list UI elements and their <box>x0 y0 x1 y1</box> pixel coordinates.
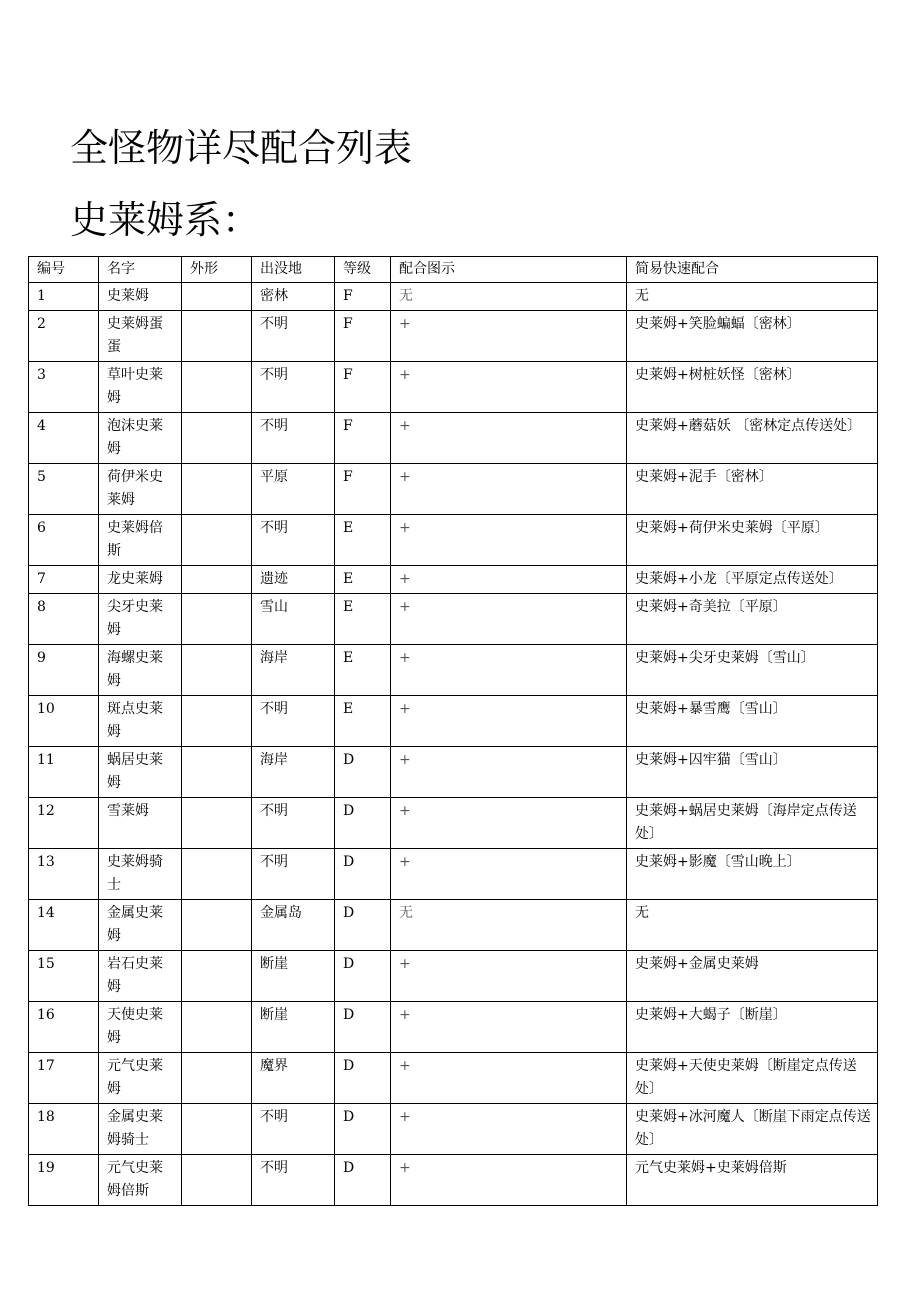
cell-location: 不明 <box>252 515 335 566</box>
cell-shape <box>182 1002 252 1053</box>
cell-location: 雪山 <box>252 594 335 645</box>
column-header-quick-combo: 简易快速配合 <box>627 257 878 283</box>
cell-number: 9 <box>29 645 99 696</box>
cell-shape <box>182 1155 252 1206</box>
cell-location: 不明 <box>252 362 335 413</box>
cell-location: 不明 <box>252 413 335 464</box>
cell-quick-combo: 史莱姆+尖牙史莱姆〔雪山〕 <box>627 645 878 696</box>
cell-diagram: + <box>391 798 627 849</box>
cell-shape <box>182 798 252 849</box>
cell-number: 16 <box>29 1002 99 1053</box>
cell-diagram: 无 <box>391 900 627 951</box>
cell-diagram: + <box>391 1053 627 1104</box>
cell-quick-combo: 史莱姆+奇美拉〔平原〕 <box>627 594 878 645</box>
cell-quick-combo: 史莱姆+冰河魔人〔断崖下雨定点传送处〕 <box>627 1104 878 1155</box>
cell-shape <box>182 1053 252 1104</box>
cell-number: 18 <box>29 1104 99 1155</box>
cell-number: 8 <box>29 594 99 645</box>
cell-diagram: + <box>391 747 627 798</box>
cell-diagram: + <box>391 645 627 696</box>
cell-diagram: 无 <box>391 283 627 311</box>
cell-quick-combo: 史莱姆+蜗居史莱姆〔海岸定点传送处〕 <box>627 798 878 849</box>
cell-shape <box>182 362 252 413</box>
table-row <box>29 515 878 566</box>
cell-quick-combo: 史莱姆+树桩妖怪〔密林〕 <box>627 362 878 413</box>
cell-rank: E <box>335 594 391 645</box>
cell-location: 平原 <box>252 464 335 515</box>
table-row <box>29 464 878 515</box>
cell-name: 史莱姆蛋蛋 <box>99 311 182 362</box>
table-row <box>29 311 878 362</box>
cell-rank: D <box>335 900 391 951</box>
cell-number: 14 <box>29 900 99 951</box>
cell-rank: F <box>335 362 391 413</box>
cell-number: 13 <box>29 849 99 900</box>
cell-number: 11 <box>29 747 99 798</box>
cell-name: 金属史莱姆骑士 <box>99 1104 182 1155</box>
cell-rank: F <box>335 311 391 362</box>
cell-diagram: + <box>391 362 627 413</box>
cell-number: 19 <box>29 1155 99 1206</box>
cell-shape <box>182 311 252 362</box>
cell-shape <box>182 951 252 1002</box>
cell-name: 荷伊米史莱姆 <box>99 464 182 515</box>
cell-quick-combo: 史莱姆+天使史莱姆〔断崖定点传送处〕 <box>627 1053 878 1104</box>
cell-name: 龙史莱姆 <box>99 566 182 594</box>
cell-name: 元气史莱姆 <box>99 1053 182 1104</box>
cell-rank: E <box>335 515 391 566</box>
cell-location: 密林 <box>252 283 335 311</box>
column-header-location: 出没地 <box>252 257 335 283</box>
cell-shape <box>182 849 252 900</box>
cell-quick-combo: 无 <box>627 900 878 951</box>
section-heading: 史莱姆系： <box>70 198 261 242</box>
cell-diagram: + <box>391 1002 627 1053</box>
cell-location: 不明 <box>252 1104 335 1155</box>
cell-shape <box>182 1104 252 1155</box>
cell-rank: E <box>335 645 391 696</box>
cell-rank: F <box>335 283 391 311</box>
cell-name: 草叶史莱姆 <box>99 362 182 413</box>
table-row <box>29 1002 878 1053</box>
cell-number: 2 <box>29 311 99 362</box>
cell-number: 4 <box>29 413 99 464</box>
cell-diagram: + <box>391 413 627 464</box>
table-header-row <box>29 257 878 283</box>
table-row <box>29 849 878 900</box>
cell-name: 泡沫史莱姆 <box>99 413 182 464</box>
cell-diagram: + <box>391 594 627 645</box>
cell-diagram: + <box>391 696 627 747</box>
cell-quick-combo: 史莱姆+笑脸蝙蝠〔密林〕 <box>627 311 878 362</box>
cell-location: 海岸 <box>252 645 335 696</box>
table-row <box>29 645 878 696</box>
cell-diagram: + <box>391 1104 627 1155</box>
monster-combination-table <box>28 256 878 1206</box>
cell-location: 断崖 <box>252 1002 335 1053</box>
cell-location: 断崖 <box>252 951 335 1002</box>
cell-diagram: + <box>391 311 627 362</box>
cell-name: 史莱姆骑士 <box>99 849 182 900</box>
cell-rank: D <box>335 1155 391 1206</box>
cell-quick-combo: 史莱姆+暴雪鹰〔雪山〕 <box>627 696 878 747</box>
cell-number: 12 <box>29 798 99 849</box>
cell-number: 10 <box>29 696 99 747</box>
cell-name: 斑点史莱姆 <box>99 696 182 747</box>
cell-quick-combo: 史莱姆+大蝎子〔断崖〕 <box>627 1002 878 1053</box>
cell-diagram: + <box>391 951 627 1002</box>
cell-number: 17 <box>29 1053 99 1104</box>
table-row <box>29 1155 878 1206</box>
cell-rank: D <box>335 798 391 849</box>
cell-location: 金属岛 <box>252 900 335 951</box>
cell-diagram: + <box>391 566 627 594</box>
table-row <box>29 413 878 464</box>
table-row <box>29 594 878 645</box>
cell-number: 1 <box>29 283 99 311</box>
cell-quick-combo: 元气史莱姆+史莱姆倍斯 <box>627 1155 878 1206</box>
cell-number: 6 <box>29 515 99 566</box>
cell-location: 不明 <box>252 798 335 849</box>
cell-name: 雪莱姆 <box>99 798 182 849</box>
cell-rank: D <box>335 951 391 1002</box>
cell-diagram: + <box>391 464 627 515</box>
cell-quick-combo: 史莱姆+荷伊米史莱姆〔平原〕 <box>627 515 878 566</box>
cell-shape <box>182 464 252 515</box>
cell-rank: F <box>335 413 391 464</box>
cell-shape <box>182 594 252 645</box>
cell-name: 天使史莱姆 <box>99 1002 182 1053</box>
column-header-diagram: 配合图示 <box>391 257 627 283</box>
table-row <box>29 798 878 849</box>
cell-rank: D <box>335 1053 391 1104</box>
cell-number: 5 <box>29 464 99 515</box>
cell-diagram: + <box>391 849 627 900</box>
column-header-shape: 外形 <box>182 257 252 283</box>
cell-rank: F <box>335 464 391 515</box>
cell-location: 遗迹 <box>252 566 335 594</box>
cell-shape <box>182 900 252 951</box>
cell-shape <box>182 696 252 747</box>
cell-shape <box>182 747 252 798</box>
cell-rank: D <box>335 1002 391 1053</box>
cell-shape <box>182 515 252 566</box>
cell-rank: E <box>335 696 391 747</box>
cell-quick-combo: 史莱姆+蘑菇妖 〔密林定点传送处〕 <box>627 413 878 464</box>
cell-quick-combo: 史莱姆+泥手〔密林〕 <box>627 464 878 515</box>
cell-number: 3 <box>29 362 99 413</box>
table-row <box>29 696 878 747</box>
table-row <box>29 362 878 413</box>
cell-location: 不明 <box>252 696 335 747</box>
table-row <box>29 1104 878 1155</box>
table-row <box>29 1053 878 1104</box>
cell-shape <box>182 566 252 594</box>
cell-rank: D <box>335 1104 391 1155</box>
cell-name: 尖牙史莱姆 <box>99 594 182 645</box>
cell-rank: D <box>335 849 391 900</box>
column-header-name: 名字 <box>99 257 182 283</box>
cell-shape <box>182 413 252 464</box>
cell-location: 魔界 <box>252 1053 335 1104</box>
table-row <box>29 900 878 951</box>
cell-name: 海螺史莱姆 <box>99 645 182 696</box>
cell-quick-combo: 史莱姆+金属史莱姆 <box>627 951 878 1002</box>
cell-rank: D <box>335 747 391 798</box>
cell-location: 海岸 <box>252 747 335 798</box>
table-row <box>29 566 878 594</box>
cell-shape <box>182 283 252 311</box>
cell-location: 不明 <box>252 849 335 900</box>
cell-location: 不明 <box>252 311 335 362</box>
cell-number: 7 <box>29 566 99 594</box>
table-row <box>29 951 878 1002</box>
cell-quick-combo: 史莱姆+影魔〔雪山晚上〕 <box>627 849 878 900</box>
cell-number: 15 <box>29 951 99 1002</box>
cell-quick-combo: 无 <box>627 283 878 311</box>
cell-diagram: + <box>391 515 627 566</box>
cell-name: 史莱姆倍斯 <box>99 515 182 566</box>
column-header-number: 编号 <box>29 257 99 283</box>
cell-name: 金属史莱姆 <box>99 900 182 951</box>
cell-diagram: + <box>391 1155 627 1206</box>
table-body <box>29 283 878 1206</box>
cell-name: 岩石史莱姆 <box>99 951 182 1002</box>
column-header-rank: 等级 <box>335 257 391 283</box>
table-row <box>29 283 878 311</box>
cell-name: 蜗居史莱姆 <box>99 747 182 798</box>
cell-shape <box>182 645 252 696</box>
cell-name: 史莱姆 <box>99 283 182 311</box>
cell-quick-combo: 史莱姆+囚牢猫〔雪山〕 <box>627 747 878 798</box>
cell-quick-combo: 史莱姆+小龙〔平原定点传送处〕 <box>627 566 878 594</box>
table-row <box>29 747 878 798</box>
cell-rank: E <box>335 566 391 594</box>
cell-name: 元气史莱姆倍斯 <box>99 1155 182 1206</box>
document-title: 全怪物详尽配合列表 <box>70 126 413 170</box>
cell-location: 不明 <box>252 1155 335 1206</box>
